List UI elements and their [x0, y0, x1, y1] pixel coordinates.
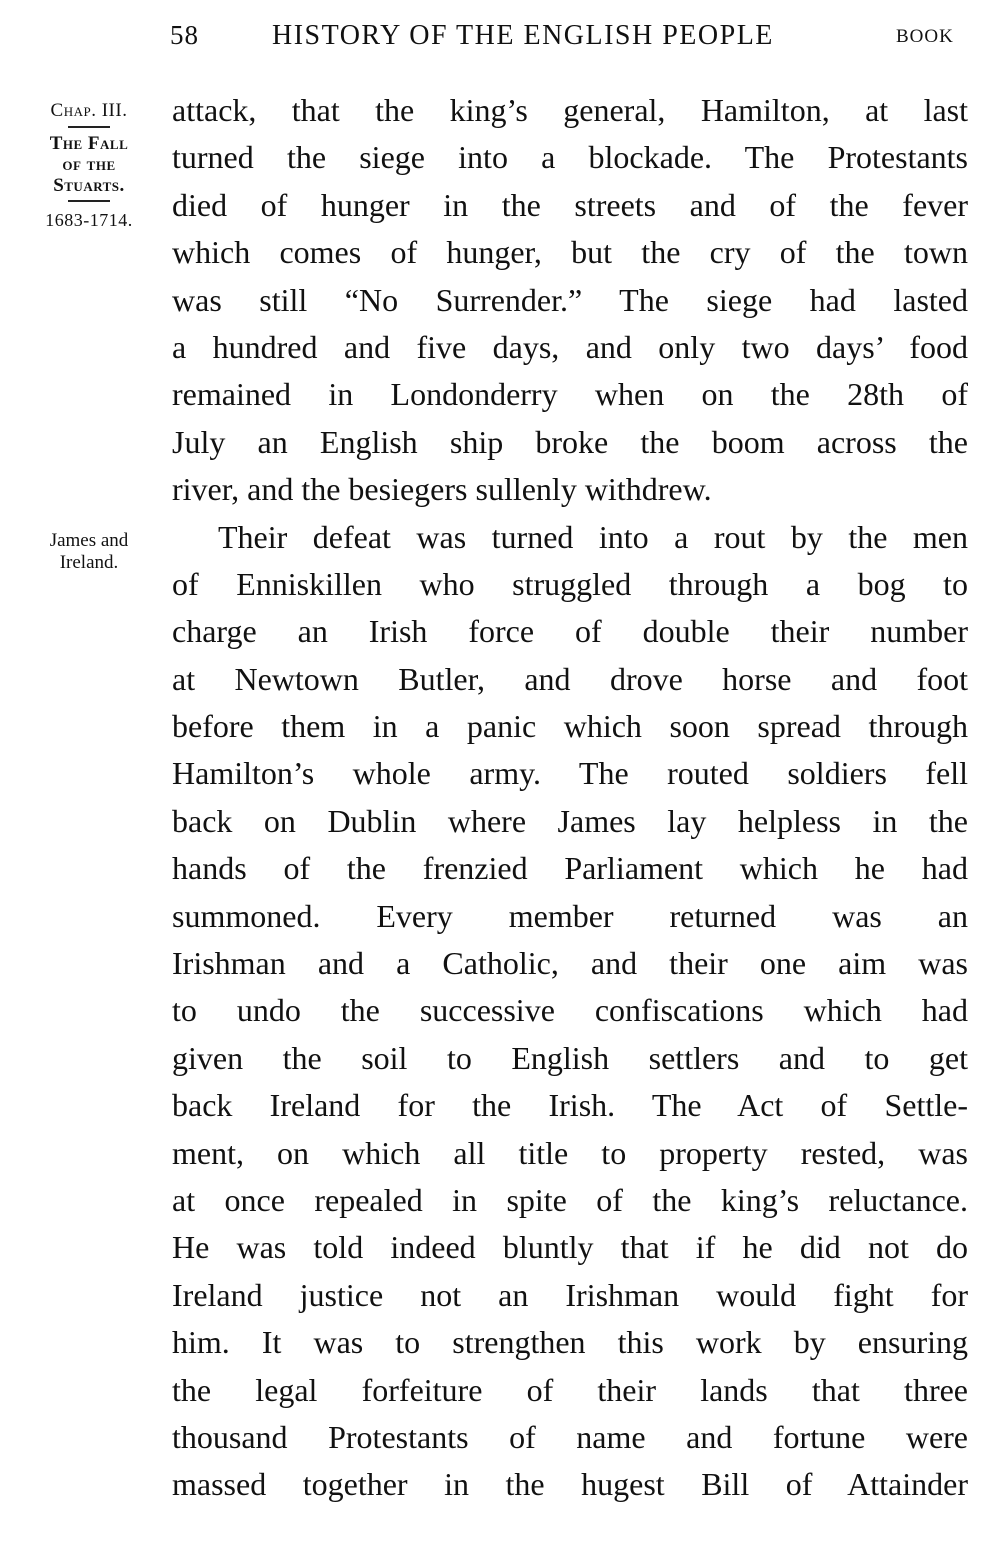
text-line: remained in Londonderry when on the 28th of: [172, 376, 968, 413]
text-line: attack, that the king’s general, Hamilton, at last: [172, 92, 968, 128]
text-line: him. It was to strengthen this work by ensuring: [172, 1324, 968, 1361]
paragraph-first-line: Their defeat was turned into a rout by the men: [218, 518, 968, 555]
text-line: massed together in the hugest Bill of Attainder: [172, 1466, 968, 1503]
text-line: charge an Irish force of double their number: [172, 613, 968, 650]
text-line: Irishman and a Catholic, and their one aim was: [172, 945, 968, 982]
text-line: given the soil to English settlers and to get: [172, 1039, 968, 1076]
text-line: thousand Protestants of name and fortune were: [172, 1418, 968, 1455]
text-line: river, and the besiegers sullenly withdrew.: [172, 471, 712, 508]
text-line: was still “No Surrender.” The siege had lasted: [172, 281, 968, 318]
page-header: [0, 18, 1000, 58]
book-label: BOOK: [896, 26, 954, 47]
text-line: Hamilton’s whole army. The routed soldiers fell: [172, 755, 968, 792]
text-line: back on Dublin where James lay helpless in the: [172, 802, 968, 839]
text-line: Ireland justice not an Irishman would fight for: [172, 1276, 968, 1313]
text-line: ment, on which all title to property rested, was: [172, 1134, 968, 1171]
text-line: died of hunger in the streets and of the fever: [172, 186, 968, 223]
marginal-divider: [68, 200, 110, 202]
text-line: a hundred and five days, and only two days’ food: [172, 328, 968, 365]
text-line: hands of the frenzied Parliament which he had: [172, 850, 968, 887]
text-line: He was told indeed bluntly that if he did not do: [172, 1229, 968, 1266]
text-line: of Enniskillen who struggled through a bog to: [172, 565, 968, 602]
running-title: HISTORY OF THE ENGLISH PEOPLE: [272, 20, 774, 51]
text-line: turned the siege into a blockade. The Protestants: [172, 139, 968, 176]
part-title-line: Stuarts.: [53, 175, 125, 196]
text-line: before them in a panic which soon spread through: [172, 708, 968, 745]
date-range: 1683-1714.: [45, 210, 133, 230]
text-line: summoned. Every member returned was an: [172, 897, 968, 934]
text-line: at Newtown Butler, and drove horse and foot: [172, 660, 968, 697]
side-note-line: Ireland.: [59, 552, 119, 573]
marginal-divider: [68, 126, 110, 128]
text-line: at once repealed in spite of the king’s reluctance.: [172, 1181, 968, 1218]
chapter-label: Chap. III.: [50, 100, 128, 121]
body-text: [172, 87, 968, 1509]
part-title-line: The Fall: [49, 133, 129, 154]
page-number: 58: [170, 20, 199, 50]
text-line: back Ireland for the Irish. The Act of Settle-: [172, 1087, 968, 1124]
part-title-line: of the: [62, 154, 116, 175]
text-line: the legal forfeiture of their lands that three: [172, 1371, 968, 1408]
chapter-marginal: [20, 100, 158, 231]
text-line: July an English ship broke the boom across the: [172, 423, 968, 460]
text-line: which comes of hunger, but the cry of the town: [172, 234, 968, 271]
part-title: [20, 133, 158, 196]
side-note: [20, 530, 158, 574]
side-note-line: James and: [49, 530, 129, 551]
text-line: to undo the successive confiscations which had: [172, 992, 968, 1029]
